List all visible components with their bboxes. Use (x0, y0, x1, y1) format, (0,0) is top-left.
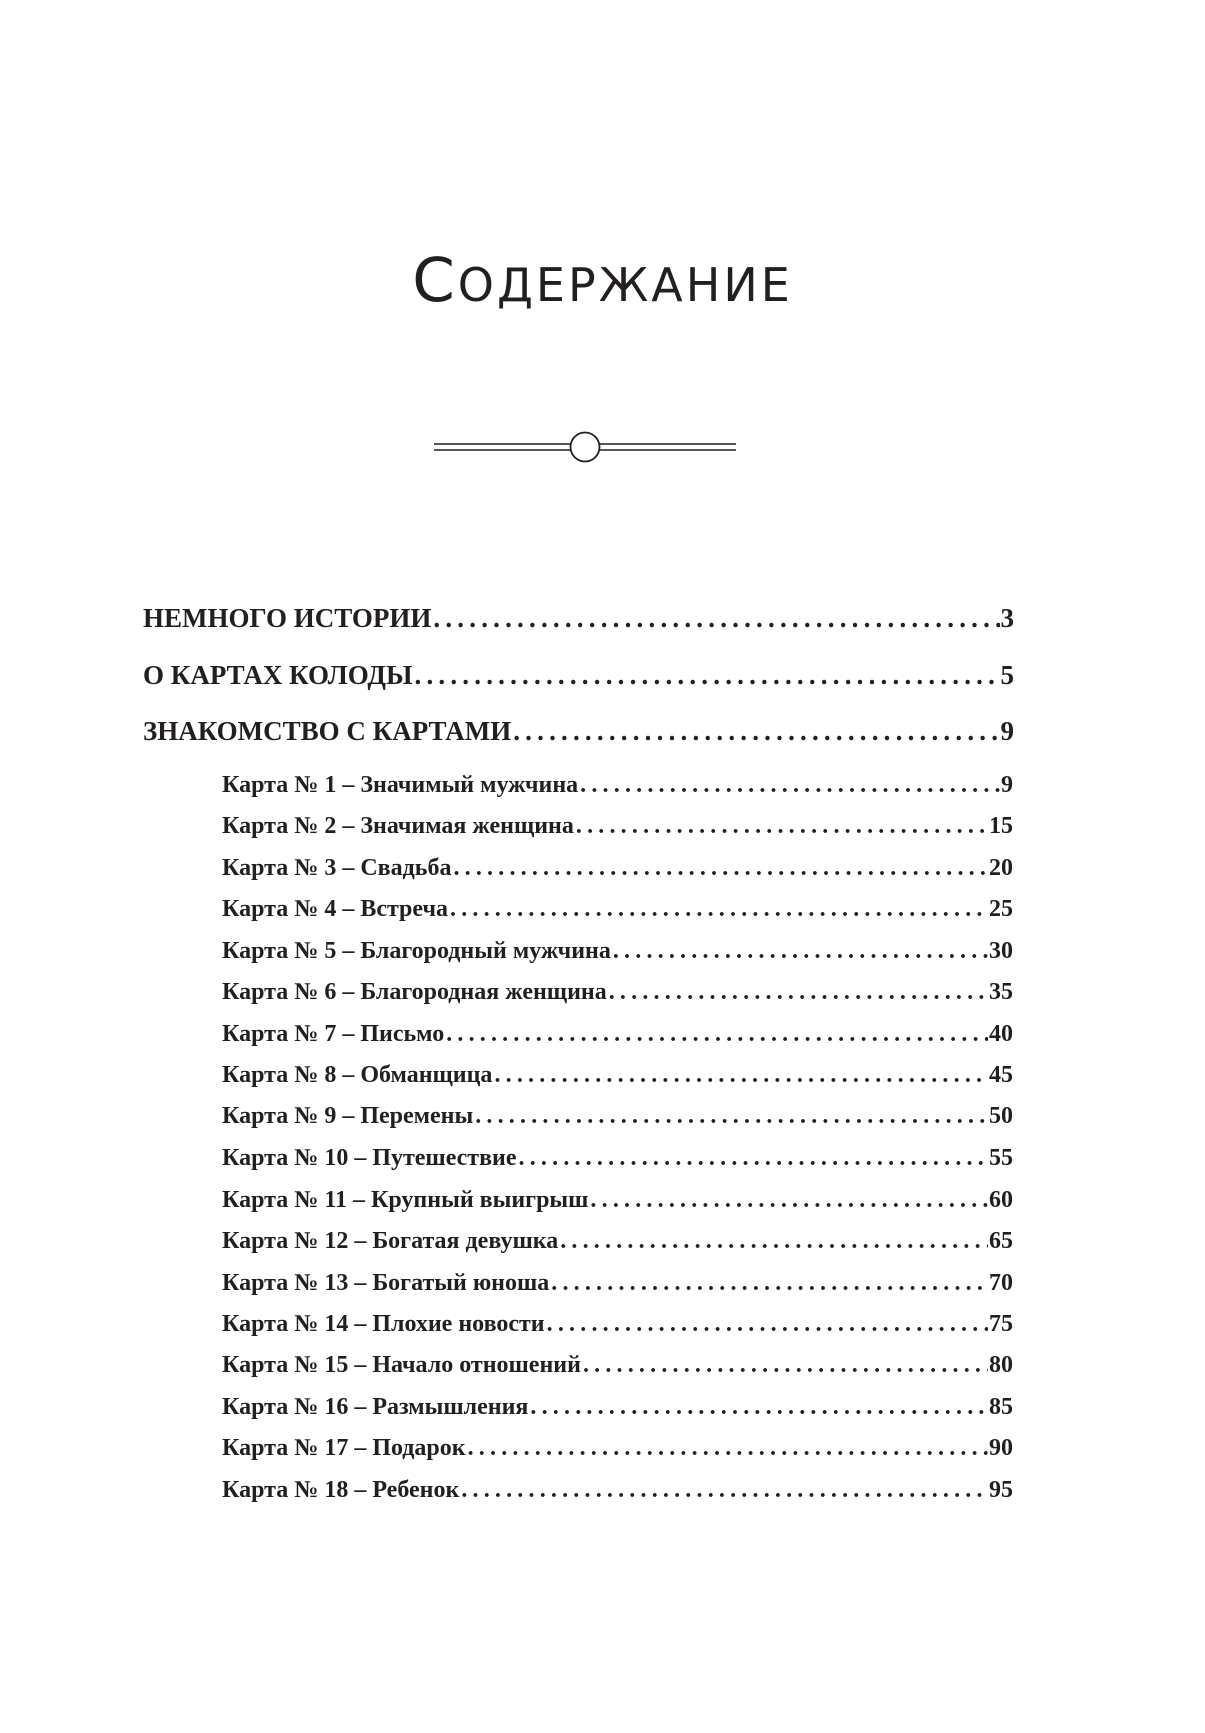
toc-page-number: 90 (989, 1435, 1013, 1461)
toc-card-entry[interactable] (222, 1187, 1013, 1214)
dot-leader (468, 1435, 988, 1462)
toc-card-entry[interactable] (222, 855, 1013, 882)
dot-leader (576, 813, 988, 840)
dot-leader (475, 1103, 988, 1130)
toc-page-number: 60 (989, 1187, 1013, 1213)
toc-entry-label: Карта № 11 – Крупный выигрыш (222, 1187, 589, 1213)
toc-card-entry[interactable] (222, 1145, 1013, 1172)
dot-leader (560, 1228, 988, 1255)
toc-card-entry[interactable] (222, 1394, 1013, 1421)
dot-leader (433, 603, 999, 634)
toc-card-entry[interactable] (222, 1103, 1013, 1130)
page-title-rest: ОДЕРЖАНИЕ (457, 258, 793, 312)
toc-entry-label: Карта № 18 – Ребенок (222, 1477, 460, 1503)
toc-entry-label: Карта № 1 – Значимый мужчина (222, 772, 579, 798)
toc-page-number: 45 (989, 1062, 1013, 1088)
dot-leader (551, 1270, 988, 1297)
dot-leader (415, 660, 1000, 691)
toc-page-number: 70 (989, 1270, 1013, 1296)
toc-card-entry[interactable] (222, 938, 1013, 965)
toc-card-entry[interactable] (222, 1062, 1013, 1089)
toc-page-number: 9 (1000, 716, 1014, 746)
dot-leader (461, 1477, 988, 1504)
toc-entry-label: Карта № 17 – Подарок (222, 1435, 466, 1461)
toc-card-entry[interactable] (222, 1352, 1013, 1379)
dot-leader (494, 1062, 988, 1089)
toc-entry-label: Карта № 6 – Благородная женщина (222, 979, 607, 1005)
toc-entry-label: НЕМНОГО ИСТОРИИ (143, 603, 432, 633)
toc-entry-label: Карта № 14 – Плохие новости (222, 1311, 545, 1337)
toc-section-intro-to-cards[interactable] (143, 716, 1014, 747)
toc-page-number: 85 (989, 1394, 1013, 1420)
toc-entry-label: ЗНАКОМСТВО С КАРТАМИ (143, 716, 512, 746)
toc-page-number: 3 (1000, 603, 1014, 633)
dot-leader (583, 1352, 988, 1379)
dot-leader (613, 938, 988, 965)
toc-page-number: 9 (1001, 772, 1013, 798)
dot-leader (513, 716, 999, 747)
toc-page-number: 40 (989, 1021, 1013, 1047)
toc-card-entry[interactable] (222, 813, 1013, 840)
toc-card-entry[interactable] (222, 772, 1013, 799)
toc-entry-label: Карта № 10 – Путешествие (222, 1145, 517, 1171)
toc-entry-label: Карта № 7 – Письмо (222, 1021, 445, 1047)
toc-page-number: 5 (1000, 660, 1014, 690)
dot-leader (547, 1311, 988, 1338)
toc-card-entry[interactable] (222, 1435, 1013, 1462)
dot-leader (590, 1187, 988, 1214)
dot-leader (450, 896, 988, 923)
toc-entry-label: О КАРТАХ КОЛОДЫ (143, 660, 413, 690)
toc-entry-label: Карта № 8 – Обманщица (222, 1062, 493, 1088)
toc-card-entry[interactable] (222, 896, 1013, 923)
dot-leader (580, 772, 1000, 799)
toc-entry-label: Карта № 9 – Перемены (222, 1103, 474, 1129)
toc-entry-label: Карта № 5 – Благородный мужчина (222, 938, 611, 964)
toc-section-about-cards[interactable] (143, 660, 1014, 691)
toc-page-number: 30 (989, 938, 1013, 964)
dot-leader (609, 979, 988, 1006)
toc-page-number: 50 (989, 1103, 1013, 1129)
toc-card-entry[interactable] (222, 1021, 1013, 1048)
toc-entry-label: Карта № 3 – Свадьба (222, 855, 452, 881)
dot-leader (530, 1394, 988, 1421)
toc-entry-label: Карта № 16 – Размышления (222, 1394, 529, 1420)
toc-card-entry[interactable] (222, 1228, 1013, 1255)
toc-section-history[interactable] (143, 603, 1014, 634)
toc-page-number: 65 (989, 1228, 1013, 1254)
toc-page-number: 80 (989, 1352, 1013, 1378)
toc-page-number: 75 (989, 1311, 1013, 1337)
toc-card-entry[interactable] (222, 1270, 1013, 1297)
toc-card-entry[interactable] (222, 1477, 1013, 1504)
toc-page-number: 95 (989, 1477, 1013, 1503)
toc-card-entry[interactable] (222, 979, 1013, 1006)
dot-leader (519, 1145, 988, 1172)
page-title-initial: С (412, 245, 458, 316)
toc-page-number: 20 (989, 855, 1013, 881)
toc-page-number: 25 (989, 896, 1013, 922)
toc-page-number: 35 (989, 979, 1013, 1005)
toc-entry-label: Карта № 4 – Встреча (222, 896, 448, 922)
toc-entry-label: Карта № 12 – Богатая девушка (222, 1228, 559, 1254)
toc-page-number: 15 (989, 813, 1013, 839)
toc-entry-label: Карта № 15 – Начало отношений (222, 1352, 581, 1378)
toc-entry-label: Карта № 13 – Богатый юноша (222, 1270, 550, 1296)
toc-card-entry[interactable] (222, 1311, 1013, 1338)
toc-entry-label: Карта № 2 – Значимая женщина (222, 813, 574, 839)
dot-leader (446, 1021, 988, 1048)
dot-leader (453, 855, 988, 882)
toc-page-number: 55 (989, 1145, 1013, 1171)
